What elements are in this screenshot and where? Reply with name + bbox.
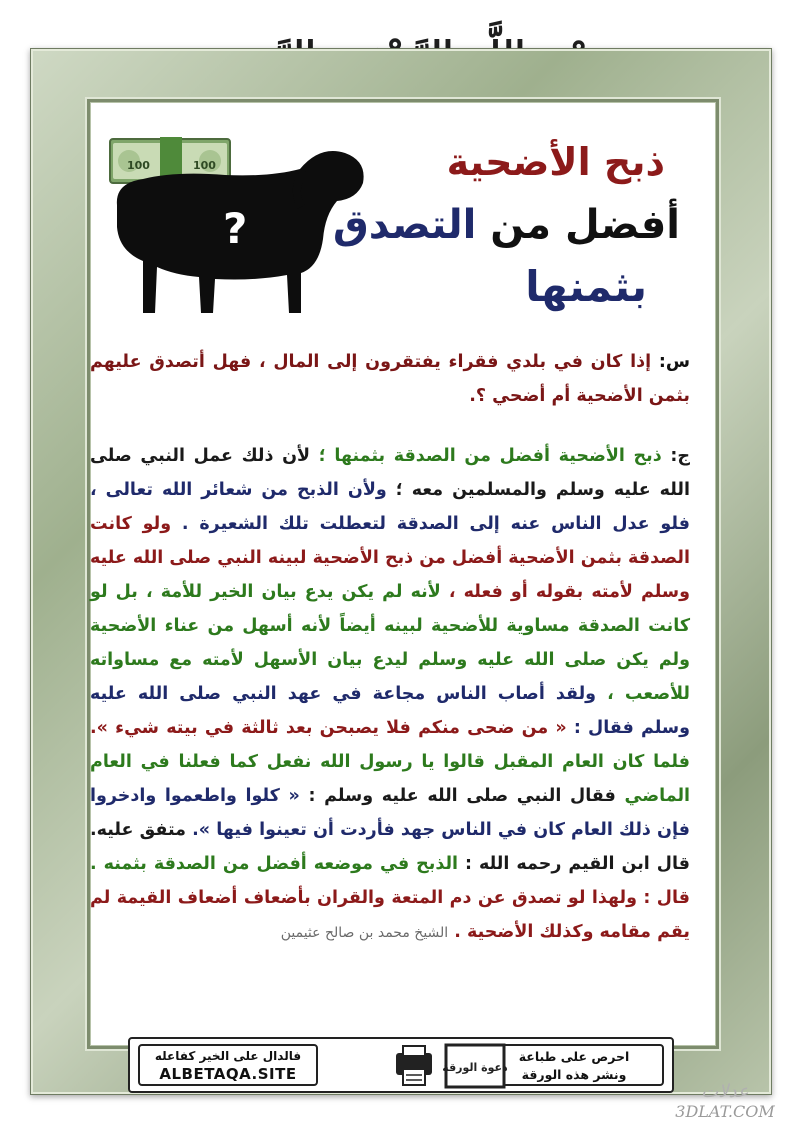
footer-share-line-2: ونشر هذه الورقة — [521, 1067, 627, 1082]
banknote-value-right: 100 — [193, 159, 216, 172]
question-text: إذا كان في بلدي فقراء يفتقرون إلى المال ، فهل أتصدق عليهم بثمن الأضحية أم أضحي ؟. — [90, 352, 690, 406]
question-paragraph — [90, 345, 690, 413]
answer-sentence-13: الذبح في موضعه أفضل من الصدقة بثمنه . — [90, 854, 459, 874]
logo-text: دعوة الورقة — [442, 1061, 508, 1074]
watermark-line-1: عدلات — [701, 1081, 749, 1102]
title-line-2-part-2: التصدق — [333, 202, 477, 248]
title-line-2-part-1: أفضل من — [490, 202, 680, 248]
printer-icon — [392, 1043, 512, 1089]
site-watermark — [660, 1082, 790, 1128]
answer-sentence-3: ولأن الذبح من شعائر الله تعالى ، فلو عدل الناس عنه إلى الصدقة لتعطلت تلك الشعيرة . — [90, 480, 690, 534]
footer-bar — [128, 1037, 674, 1093]
answer-sentence-4: ولو كانت الصدقة بثمن الأضحية أفضل من ذبح الأضحية لبينه النبي صلى الله عليه وسلم لأمته بقوله أو فعله ، — [89, 514, 691, 602]
hadith-quote-2: « كلوا واطعموا وادخروا فإن ذلك العام كان في الناس جهد فأردت أن تعينوا فيها ». — [90, 786, 690, 840]
question-prefix: س: — [658, 352, 690, 372]
footer-website-box — [138, 1044, 318, 1086]
footer-website-link[interactable]: ALBETAQA.SITE — [159, 1065, 297, 1083]
title-line-3: بثمنها — [525, 262, 647, 311]
footer-share-line-1: احرص على طباعة — [518, 1049, 630, 1064]
answer-sentence-8: فلما كان العام المقبل قالوا يا رسول الله نفعل كما فعلنا في العام الماضي — [90, 752, 691, 806]
banknote-value-left: 100 — [127, 159, 150, 172]
answer-paragraph — [90, 439, 690, 950]
answer-sentence-5: لأنه لم يكن يدع بيان الخير للأمة ، بل لو كانت الصدقة مساوية للأضحية لبينه أيضاً لأنه أسهل من عناء الأضحية ولم يكن صلى الله عليه وسلم ليدع بيان الأسهل لأمته مع مساواته للأصعب ، — [90, 582, 690, 704]
answer-sentence-2: لأن ذلك عمل النبي صلى الله عليه وسلم والمسلمين معه ؛ — [90, 446, 691, 500]
answer-prefix: ج: — [670, 446, 691, 466]
article-body — [90, 345, 690, 950]
answer-sentence-12: قال ابن القيم رحمه الله : — [465, 854, 690, 874]
answer-sentence-6: ولقد أصاب الناس مجاعة في عهد النبي صلى الله عليه وسلم فقال : — [90, 684, 691, 738]
hadith-quote-1: « من ضحى منكم فلا يصبحن بعد ثالثة في بيته شيء ». — [90, 718, 567, 738]
answer-sentence-14: قال : ولهذا لو تصدق عن دم المتعة والقران بأضعاف أضعاف القيمة لم يقم مقامه وكذلك الأضحية . — [90, 888, 690, 942]
title-line-1: ذبح الأضحية — [446, 140, 665, 184]
title-line-2 — [333, 202, 680, 248]
answer-sentence-1: ذبح الأضحية أفضل من الصدقة بثمنها ؛ — [318, 446, 662, 466]
answer-sentence-9: فقال النبي صلى الله عليه وسلم : — [308, 786, 616, 806]
watermark-line-2: 3DLAT.COM — [675, 1102, 775, 1121]
source-attribution: الشيخ محمد بن صالح عثيمين — [280, 925, 449, 941]
poster-title — [333, 140, 680, 330]
answer-sentence-11: متفق عليه. — [90, 820, 186, 840]
footer-logo — [392, 1043, 512, 1089]
question-mark-glyph: ? — [223, 204, 248, 253]
footer-proverb: فالدال على الخير كفاعله — [154, 1049, 302, 1063]
